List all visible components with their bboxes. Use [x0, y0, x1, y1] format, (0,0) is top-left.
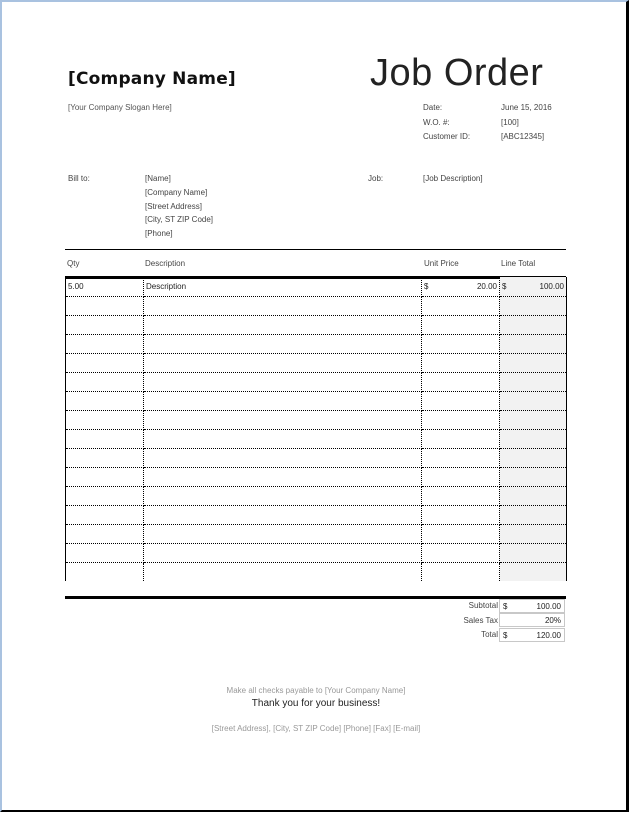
- table-row: [66, 372, 567, 391]
- qty-cell[interactable]: [66, 448, 144, 467]
- qty-cell[interactable]: [66, 372, 144, 391]
- job-description: [Job Description]: [423, 174, 483, 183]
- table-row: [66, 524, 567, 543]
- description-cell[interactable]: [144, 410, 422, 429]
- line-total-cell: [500, 543, 567, 562]
- subtotal-label: Subtotal: [468, 601, 498, 610]
- contact-info: [Street Address], [City, ST ZIP Code] [Phone] [Fax] [E-mail]: [211, 724, 421, 733]
- qty-cell[interactable]: [66, 334, 144, 353]
- qty-cell[interactable]: 5.00: [66, 277, 144, 296]
- table-row: [66, 429, 567, 448]
- unit-price-cell[interactable]: [422, 448, 500, 467]
- description-cell[interactable]: [144, 505, 422, 524]
- line-total-cell: [500, 353, 567, 372]
- table-row: [66, 562, 567, 581]
- bill-to-city: [City, ST ZIP Code]: [145, 215, 214, 224]
- unit-price-cell[interactable]: [422, 296, 500, 315]
- table-row: [66, 448, 567, 467]
- table-row: [66, 277, 567, 296]
- description-cell[interactable]: [144, 429, 422, 448]
- line-total-cell: [500, 410, 567, 429]
- line-total-cell: [500, 467, 567, 486]
- table-bottom-border: [65, 596, 566, 599]
- qty-cell[interactable]: [66, 543, 144, 562]
- unit-price-cell[interactable]: [422, 334, 500, 353]
- subtotal-value: 100.00: [536, 602, 561, 611]
- date-value: June 15, 2016: [501, 103, 552, 112]
- description-cell[interactable]: [144, 296, 422, 315]
- unit-price-cell[interactable]: [422, 391, 500, 410]
- table-row: [66, 315, 567, 334]
- wo-value: [100]: [501, 118, 519, 127]
- total-value: 120.00: [536, 631, 561, 640]
- qty-cell[interactable]: [66, 505, 144, 524]
- customer-id-label: Customer ID:: [423, 132, 471, 141]
- description-cell[interactable]: [144, 543, 422, 562]
- unit-price-cell[interactable]: [422, 277, 500, 296]
- unit-price-value: 20.00: [476, 281, 497, 291]
- unit-price-cell[interactable]: [422, 505, 500, 524]
- job-label: Job:: [368, 174, 384, 183]
- sales-tax-value: 20%: [544, 616, 561, 625]
- line-total-cell: [500, 277, 567, 296]
- qty-cell[interactable]: [66, 391, 144, 410]
- description-cell[interactable]: [144, 372, 422, 391]
- description-cell[interactable]: [144, 334, 422, 353]
- line-total-cell: [500, 486, 567, 505]
- line-total-value: 100.00: [539, 281, 564, 291]
- description-cell[interactable]: [144, 486, 422, 505]
- currency-symbol: $: [503, 602, 508, 611]
- line-total-cell: [500, 296, 567, 315]
- company-name: [Company Name]: [68, 69, 236, 89]
- header-divider: [65, 249, 566, 250]
- qty-cell[interactable]: [66, 315, 144, 334]
- description-cell[interactable]: [144, 448, 422, 467]
- qty-cell[interactable]: [66, 486, 144, 505]
- unit-price-cell[interactable]: [422, 524, 500, 543]
- thank-you-note: Thank you for your business!: [251, 698, 381, 709]
- unit-price-cell[interactable]: [422, 486, 500, 505]
- description-cell[interactable]: [144, 562, 422, 581]
- col-header-line-total: Line Total: [501, 259, 536, 268]
- unit-price-cell[interactable]: [422, 467, 500, 486]
- unit-price-cell[interactable]: [422, 353, 500, 372]
- company-slogan: [Your Company Slogan Here]: [68, 103, 172, 112]
- currency-symbol: $: [502, 281, 507, 291]
- checks-payable-note: Make all checks payable to [Your Company Name]: [226, 686, 406, 695]
- qty-cell[interactable]: [66, 410, 144, 429]
- table-row: [66, 505, 567, 524]
- unit-price-cell[interactable]: [422, 543, 500, 562]
- line-total-cell: [500, 524, 567, 543]
- unit-price-cell[interactable]: [422, 410, 500, 429]
- table-row: [66, 334, 567, 353]
- wo-label: W.O. #:: [423, 118, 450, 127]
- description-cell[interactable]: [144, 524, 422, 543]
- line-total-cell: [500, 448, 567, 467]
- description-cell[interactable]: [144, 353, 422, 372]
- customer-id-value: [ABC12345]: [501, 132, 545, 141]
- line-total-cell: [500, 315, 567, 334]
- line-items-table: [65, 277, 567, 581]
- description-cell[interactable]: [144, 315, 422, 334]
- line-total-cell: [500, 372, 567, 391]
- line-total-cell: [500, 562, 567, 581]
- currency-symbol: $: [503, 631, 508, 640]
- qty-cell[interactable]: [66, 467, 144, 486]
- sales-tax-box[interactable]: [499, 613, 565, 627]
- description-cell[interactable]: [144, 391, 422, 410]
- description-cell[interactable]: Description: [144, 277, 422, 296]
- subtotal-box: [499, 599, 565, 613]
- table-row: [66, 410, 567, 429]
- bill-to-name: [Name]: [145, 174, 171, 183]
- table-row: [66, 543, 567, 562]
- document-title: Job Order: [370, 52, 544, 94]
- description-cell[interactable]: [144, 467, 422, 486]
- table-row: [66, 391, 567, 410]
- table-row: [66, 353, 567, 372]
- qty-cell[interactable]: [66, 562, 144, 581]
- table-row: [66, 296, 567, 315]
- table-row: [66, 467, 567, 486]
- unit-price-cell[interactable]: [422, 562, 500, 581]
- unit-price-cell[interactable]: [422, 429, 500, 448]
- total-box: [499, 628, 565, 642]
- qty-cell[interactable]: [66, 524, 144, 543]
- line-total-cell: [500, 334, 567, 353]
- qty-cell[interactable]: [66, 353, 144, 372]
- bill-to-label: Bill to:: [68, 174, 90, 183]
- col-header-unit-price: Unit Price: [424, 259, 459, 268]
- unit-price-cell[interactable]: [422, 315, 500, 334]
- line-total-cell: [500, 429, 567, 448]
- col-header-description: Description: [145, 259, 186, 268]
- bill-to-street: [Street Address]: [145, 202, 202, 211]
- bill-to-company: [Company Name]: [145, 188, 208, 197]
- bill-to-phone: [Phone]: [145, 229, 173, 238]
- col-header-qty: Qty: [67, 259, 80, 268]
- currency-symbol: $: [424, 281, 429, 291]
- qty-cell[interactable]: [66, 429, 144, 448]
- line-total-cell: [500, 391, 567, 410]
- total-label: Total: [481, 630, 498, 639]
- qty-cell[interactable]: [66, 296, 144, 315]
- unit-price-cell[interactable]: [422, 372, 500, 391]
- line-total-cell: [500, 505, 567, 524]
- sales-tax-label: Sales Tax: [463, 616, 498, 625]
- table-row: [66, 486, 567, 505]
- date-label: Date:: [423, 103, 443, 112]
